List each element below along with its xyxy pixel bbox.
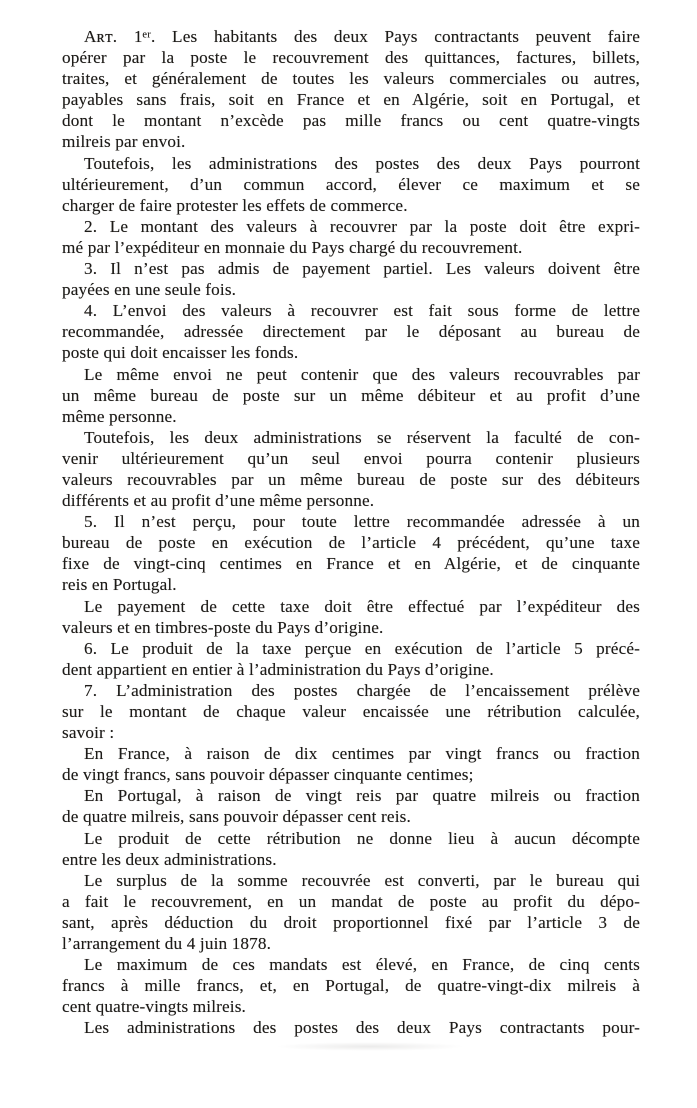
text-line: bureau de poste en exécution de l’article 4 précédent, qu’une taxe	[62, 533, 640, 553]
text-line: Les administrations des postes des deux Pays contractants pour-	[84, 1018, 640, 1038]
text-line: Aʀᴛ. 1ᵉʳ. Les habitants des deux Pays contractants peuvent faire	[84, 27, 640, 46]
paragraph	[62, 300, 640, 363]
text-line: valeurs recouvrables par un même bureau de poste sur des débiteurs	[62, 469, 640, 489]
paragraph	[62, 828, 640, 870]
text-line: milreis par envoi.	[62, 132, 186, 152]
text-line: un même bureau de poste sur un même débiteur et au profit d’une	[62, 385, 640, 405]
text-line: 3. Il n’est pas admis de payement partiel. Les valeurs doivent être	[84, 259, 640, 279]
text-line: a fait le recouvrement, en un mandat de poste au profit du dépo-	[62, 891, 640, 911]
paragraph	[62, 638, 640, 680]
text-line: venir ultérieurement qu’un seul envoi pourra contenir plusieurs	[62, 448, 640, 468]
text-line: valeurs et en timbres-poste du Pays d’origine.	[62, 617, 384, 637]
paragraph	[62, 258, 640, 300]
text-line: reis en Portugal.	[62, 575, 177, 595]
text-line: de vingt francs, sans pouvoir dépasser cinquante centimes;	[62, 765, 474, 785]
text-line: francs à mille francs, et, en Portugal, de quatre-vingt-dix milreis à	[62, 976, 640, 996]
text-line: Le surplus de la somme recouvrée est converti, par le bureau qui	[84, 870, 640, 890]
text-line: traites, et généralement de toutes les valeurs commerciales ou autres,	[62, 69, 640, 89]
text-line: fixe de vingt-cinq centimes en France et en Algérie, et de cinquante	[62, 554, 640, 574]
paragraph	[62, 216, 640, 258]
paragraph	[62, 743, 640, 785]
text-line: payables sans frais, soit en France et en Algérie, soit en Portugal, et	[62, 90, 640, 110]
text-line: même personne.	[62, 406, 177, 426]
text-line: payées en une seule fois.	[62, 280, 237, 300]
text-line: cent quatre-vingts milreis.	[62, 997, 246, 1017]
text-line: charger de faire protester les effets de commerce.	[62, 195, 408, 215]
text-line: de quatre milreis, sans pouvoir dépasser cent reis.	[62, 807, 411, 827]
paragraph	[62, 364, 640, 427]
text-line: 5. Il n’est perçu, pour toute lettre recommandée adressée à un	[84, 512, 640, 532]
text-line: savoir :	[62, 723, 115, 743]
paragraph	[62, 680, 640, 743]
text-line: sur le montant de chaque valeur encaissée une rétribution calculée,	[62, 702, 640, 721]
text-line: différents et au profit d’une même personne.	[62, 491, 375, 511]
text-line: Toutefois, les administrations des postes des deux Pays pourront	[84, 153, 640, 173]
text-line: dont le montant n’excède pas mille francs ou cent quatre-vingts	[62, 111, 640, 131]
text-line: Toutefois, les deux administrations se réservent la faculté de con-	[84, 427, 640, 447]
text-line: poste qui doit encaisser les fonds.	[62, 343, 299, 363]
paragraph	[62, 427, 640, 511]
text-line: dent appartient en entier à l’administration du Pays d’origine.	[62, 659, 494, 679]
paragraph	[62, 153, 640, 216]
text-line: 2. Le montant des valeurs à recouvrer par la poste doit être expri-	[84, 216, 640, 236]
text-line: opérer par la poste le recouvrement des quittances, factures, billets,	[62, 48, 640, 68]
paragraph	[62, 26, 640, 153]
text-line: En Portugal, à raison de vingt reis par quatre milreis ou fraction	[84, 786, 640, 806]
text-line: 6. Le produit de la taxe perçue en exécution de l’article 5 précé-	[84, 638, 640, 658]
paragraph	[62, 785, 640, 827]
paragraph	[62, 1017, 640, 1038]
scan-smudge-artifact	[275, 1042, 465, 1051]
text-line: Le même envoi ne peut contenir que des valeurs recouvrables par	[84, 364, 640, 384]
text-line: 7. L’administration des postes chargée de l’encaissement prélève	[84, 680, 640, 700]
text-line: l’arrangement du 4 juin 1878.	[62, 934, 272, 954]
paragraph	[62, 596, 640, 638]
paragraph	[62, 511, 640, 595]
text-line: mé par l’expéditeur en monnaie du Pays chargé du recouvrement.	[62, 237, 523, 257]
paragraph	[62, 954, 640, 1017]
text-line: 4. L’envoi des valeurs à recouvrer est fait sous forme de lettre	[84, 301, 640, 321]
text-line: Le payement de cette taxe doit être effectué par l’expéditeur des	[84, 596, 640, 616]
paragraph	[62, 870, 640, 954]
text-line: recommandée, adressée directement par le déposant au bureau de	[62, 322, 640, 342]
text-line: ultérieurement, d’un commun accord, élever ce maximum et se	[62, 174, 640, 194]
text-line: Le maximum de ces mandats est élevé, en France, de cinq cents	[84, 955, 640, 975]
text-block	[62, 26, 640, 1039]
text-line: En France, à raison de dix centimes par vingt francs ou fraction	[84, 744, 640, 764]
text-line: sant, après déduction du droit proportionnel fixé par l’article 3 de	[62, 912, 640, 932]
text-line: Le produit de cette rétribution ne donne lieu à aucun décompte	[84, 828, 640, 848]
text-line: entre les deux administrations.	[62, 849, 277, 869]
